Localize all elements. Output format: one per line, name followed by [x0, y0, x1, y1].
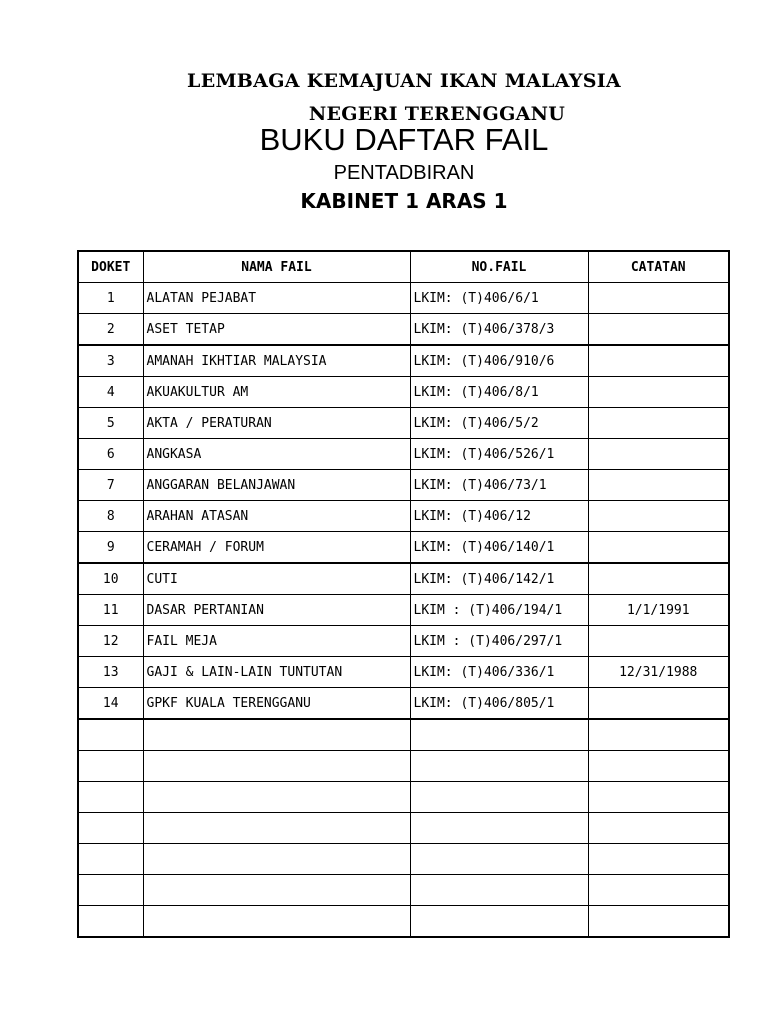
- cell-nama-fail: [143, 782, 410, 813]
- cell-catatan: [588, 408, 729, 439]
- cell-nama-fail: AMANAH IKHTIAR MALAYSIA: [143, 345, 410, 377]
- cell-catatan: [588, 283, 729, 314]
- cell-nama-fail: CERAMAH / FORUM: [143, 532, 410, 564]
- table-row: [78, 906, 729, 938]
- cell-doket: 14: [78, 688, 143, 720]
- cell-no-fail: LKIM: (T)406/378/3: [410, 314, 588, 346]
- cell-nama-fail: FAIL MEJA: [143, 626, 410, 657]
- cell-doket: 2: [78, 314, 143, 346]
- column-header-doket: DOKET: [78, 251, 143, 283]
- cell-nama-fail: [143, 906, 410, 938]
- table-row: [78, 782, 729, 813]
- cell-no-fail: LKIM : (T)406/297/1: [410, 626, 588, 657]
- cell-no-fail: [410, 782, 588, 813]
- cell-nama-fail: ALATAN PEJABAT: [143, 283, 410, 314]
- table-row: [78, 377, 729, 408]
- table-row: [78, 470, 729, 501]
- cell-no-fail: LKIM: (T)406/526/1: [410, 439, 588, 470]
- cell-doket: 11: [78, 595, 143, 626]
- cell-catatan: [588, 813, 729, 844]
- cell-catatan: [588, 906, 729, 938]
- cell-nama-fail: ANGKASA: [143, 439, 410, 470]
- table-row: [78, 501, 729, 532]
- cell-catatan: 12/31/1988: [588, 657, 729, 688]
- cell-doket: 10: [78, 563, 143, 595]
- cell-catatan: [588, 719, 729, 751]
- cell-no-fail: LKIM: (T)406/910/6: [410, 345, 588, 377]
- table-row: [78, 532, 729, 564]
- cell-catatan: [588, 751, 729, 782]
- cell-nama-fail: [143, 844, 410, 875]
- cell-doket: 5: [78, 408, 143, 439]
- cell-doket: 3: [78, 345, 143, 377]
- organization-name: LEMBAGA KEMAJUAN IKAN MALAYSIA: [187, 70, 621, 92]
- state-name: NEGERI TERENGGANU: [308, 103, 566, 125]
- cabinet-location: KABINET 1 ARAS 1: [300, 189, 508, 213]
- cell-no-fail: LKIM: (T)406/12: [410, 501, 588, 532]
- cell-no-fail: [410, 719, 588, 751]
- cell-nama-fail: ASET TETAP: [143, 314, 410, 346]
- file-register-table: [77, 250, 730, 938]
- cell-no-fail: LKIM: (T)406/5/2: [410, 408, 588, 439]
- cell-no-fail: [410, 813, 588, 844]
- table-row: [78, 751, 729, 782]
- cell-doket: 13: [78, 657, 143, 688]
- table-row: [78, 844, 729, 875]
- cell-no-fail: LKIM: (T)406/73/1: [410, 470, 588, 501]
- cell-catatan: [588, 501, 729, 532]
- cell-catatan: [588, 532, 729, 564]
- cell-catatan: [588, 875, 729, 906]
- table-row: [78, 813, 729, 844]
- cell-catatan: 1/1/1991: [588, 595, 729, 626]
- cell-nama-fail: [143, 813, 410, 844]
- table-row: [78, 657, 729, 688]
- column-header-no-fail: NO.FAIL: [410, 251, 588, 283]
- table-body: [78, 283, 729, 938]
- cell-no-fail: [410, 751, 588, 782]
- cell-no-fail: [410, 844, 588, 875]
- cell-doket: 12: [78, 626, 143, 657]
- cell-nama-fail: CUTI: [143, 563, 410, 595]
- cell-no-fail: [410, 875, 588, 906]
- document-title: BUKU DAFTAR FAIL: [259, 122, 549, 157]
- cell-catatan: [588, 377, 729, 408]
- cell-no-fail: LKIM: (T)406/805/1: [410, 688, 588, 720]
- department-name: PENTADBIRAN: [333, 162, 475, 184]
- cell-catatan: [588, 470, 729, 501]
- cell-nama-fail: ARAHAN ATASAN: [143, 501, 410, 532]
- cell-doket: 4: [78, 377, 143, 408]
- cell-nama-fail: GPKF KUALA TERENGGANU: [143, 688, 410, 720]
- cell-nama-fail: AKTA / PERATURAN: [143, 408, 410, 439]
- cell-doket: [78, 906, 143, 938]
- table-row: [78, 875, 729, 906]
- cell-doket: [78, 719, 143, 751]
- table-row: [78, 439, 729, 470]
- cell-nama-fail: AKUAKULTUR AM: [143, 377, 410, 408]
- cell-catatan: [588, 626, 729, 657]
- column-header-catatan: CATATAN: [588, 251, 729, 283]
- cell-catatan: [588, 439, 729, 470]
- cell-catatan: [588, 345, 729, 377]
- cell-no-fail: LKIM : (T)406/194/1: [410, 595, 588, 626]
- table-row: [78, 688, 729, 720]
- cell-catatan: [588, 782, 729, 813]
- table-row: [78, 563, 729, 595]
- table-row: [78, 626, 729, 657]
- cell-no-fail: LKIM: (T)406/140/1: [410, 532, 588, 564]
- cell-doket: [78, 782, 143, 813]
- cell-no-fail: [410, 906, 588, 938]
- cell-doket: [78, 813, 143, 844]
- cell-catatan: [588, 314, 729, 346]
- cell-doket: [78, 844, 143, 875]
- cell-nama-fail: GAJI & LAIN-LAIN TUNTUTAN: [143, 657, 410, 688]
- table-row: [78, 314, 729, 346]
- cell-nama-fail: ANGGARAN BELANJAWAN: [143, 470, 410, 501]
- table-row: [78, 719, 729, 751]
- cell-catatan: [588, 563, 729, 595]
- table-row: [78, 595, 729, 626]
- cell-doket: [78, 875, 143, 906]
- table-row: [78, 408, 729, 439]
- cell-catatan: [588, 844, 729, 875]
- cell-no-fail: LKIM: (T)406/142/1: [410, 563, 588, 595]
- cell-catatan: [588, 688, 729, 720]
- cell-doket: [78, 751, 143, 782]
- cell-nama-fail: [143, 719, 410, 751]
- table-row: [78, 345, 729, 377]
- cell-doket: 1: [78, 283, 143, 314]
- cell-doket: 6: [78, 439, 143, 470]
- cell-nama-fail: [143, 875, 410, 906]
- cell-doket: 9: [78, 532, 143, 564]
- cell-nama-fail: [143, 751, 410, 782]
- column-header-nama-fail: NAMA FAIL: [143, 251, 410, 283]
- cell-no-fail: LKIM: (T)406/336/1: [410, 657, 588, 688]
- cell-no-fail: LKIM: (T)406/6/1: [410, 283, 588, 314]
- cell-no-fail: LKIM: (T)406/8/1: [410, 377, 588, 408]
- table-row: [78, 283, 729, 314]
- cell-doket: 8: [78, 501, 143, 532]
- cell-nama-fail: DASAR PERTANIAN: [143, 595, 410, 626]
- cell-doket: 7: [78, 470, 143, 501]
- table-header-row: [78, 251, 729, 283]
